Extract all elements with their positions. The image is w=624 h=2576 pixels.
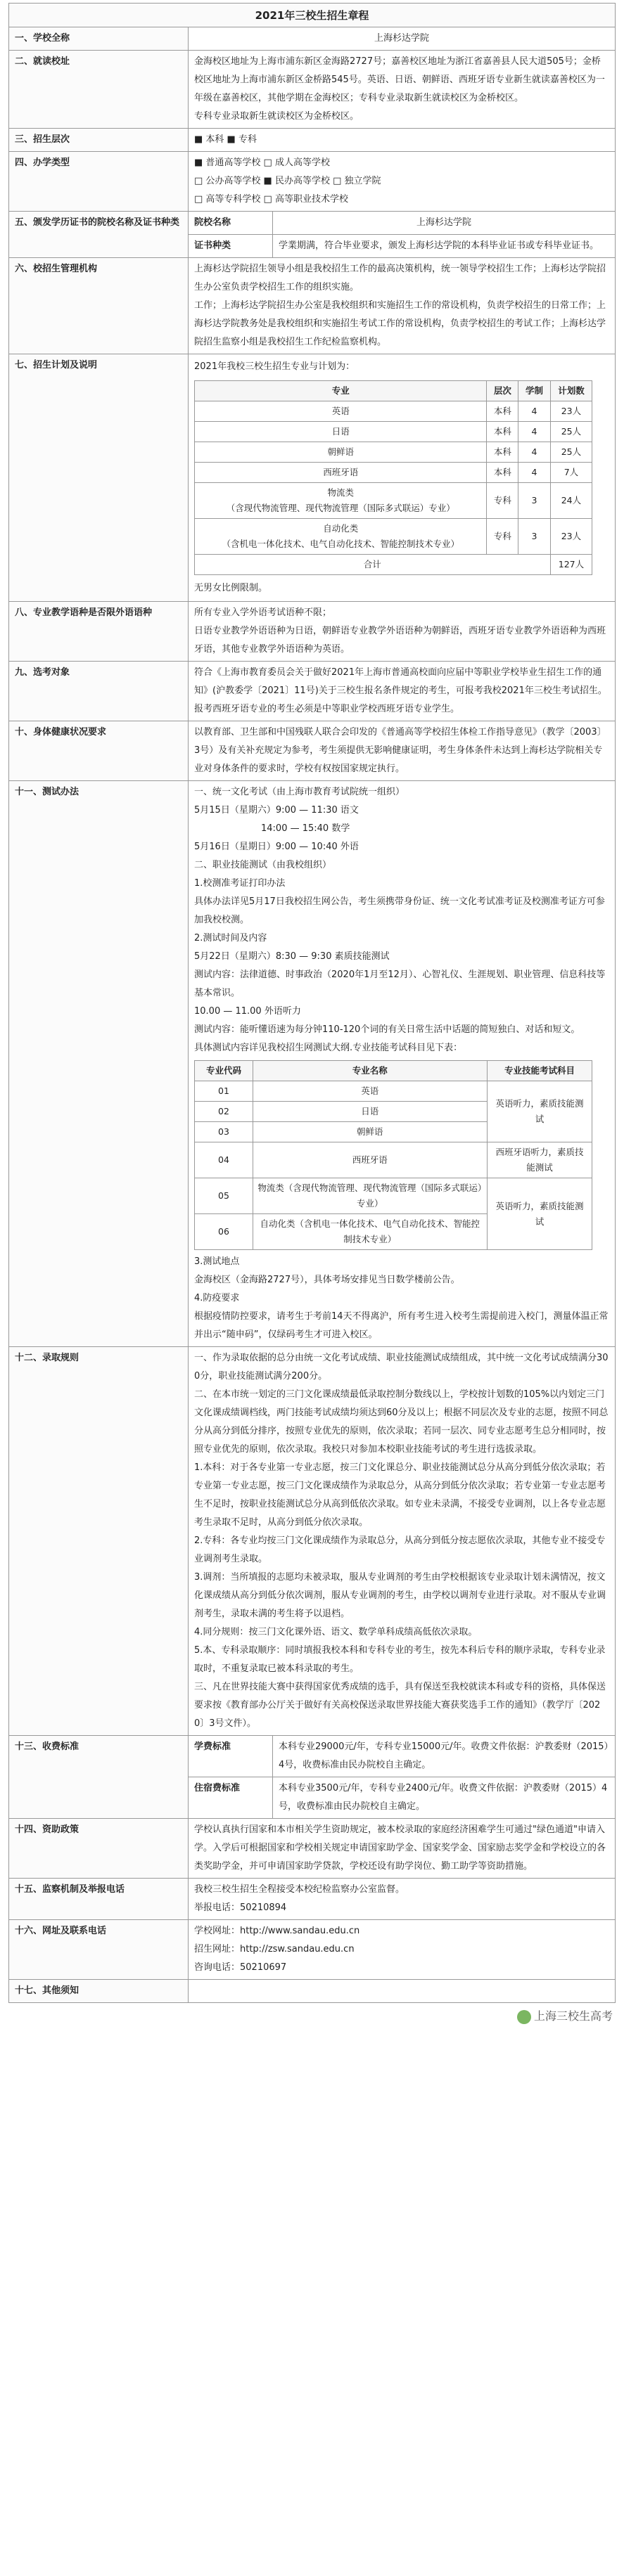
skill-code: 01 [195, 1081, 253, 1102]
skill-code: 04 [195, 1142, 253, 1178]
plan-count: 23人 [550, 519, 592, 555]
tuition-text: 本科专业29000元/年，专科专业15000元/年。收费文件依据：沪教委财（2015）4号，收费标准由民办院校自主确定。 [273, 1736, 616, 1777]
row-school-type [9, 152, 616, 212]
plan-caption: 2021年我校三校生招生专业与计划为： [194, 361, 355, 372]
plan-years: 4 [518, 463, 550, 483]
skill-code: 06 [195, 1214, 253, 1250]
admission-url[interactable]: 招生网址：http://zsw.sandau.edu.cn [194, 1944, 355, 1954]
testing-line: 具体办法详见5月17日我校招生网公告，考生须携带身份证、统一文化考试准考证及校测准考证方可参加我校校测。 [194, 896, 605, 925]
row-school-name [9, 27, 616, 51]
testing-line: 一、统一文化考试（由上海市教育考试院统一组织） [194, 787, 405, 797]
skill-major: 朝鲜语 [253, 1122, 488, 1142]
levels-value: ■ 本科 ■ 专科 [189, 129, 616, 152]
label-candidates: 九、选考对象 [9, 662, 189, 721]
skill-header: 专业代码 [195, 1061, 253, 1081]
row-campus [9, 51, 616, 129]
rule-line: 二、在本市统一划定的三门文化课成绩最低录取控制分数线以上，学校按计划数的105%以内划定三门文化课成绩调档线，两门技能考试成绩均须达到60分及以上；根据不同层次及专业的志愿，按照不同总分从高分到低分排序，按照专业优先的原则，依次录取；若同一层次、同专业志愿考生总分相同时，按照专业优先的原则，依次录取。我校只对参加本校职业技能考试的考生进行选拔录取。 [194, 1389, 609, 1455]
hotline: 咨询电话：50210697 [194, 1962, 287, 1973]
plan-row [195, 422, 592, 442]
language-line: 日语专业教学外语语种为日语，朝鲜语专业教学外语语种为朝鲜语，西班牙语专业教学外语语种为西班牙语，其他专业教学外语语种为英语。 [194, 626, 606, 655]
candidates-text: 符合《上海市教育委员会关于做好2021年上海市普通高校面向应届中等职业学校毕业生招生工作的通知》(沪教委学〔2021〕11号)关于三校生报名条件规定的考生，可报考我校2021年三校生考试招生。报考西班牙语专业的考生必须是中等职业学校西班牙语专业学生。 [189, 662, 616, 721]
campus-line: 专科专业录取新生就读校区为金桥校区。 [194, 111, 359, 122]
skill-code: 05 [195, 1178, 253, 1214]
school-type-text [189, 152, 616, 212]
row-financial-aid [9, 1819, 616, 1879]
row-contact [9, 1920, 616, 1980]
skill-row [195, 1081, 592, 1102]
plan-header: 计划数 [550, 381, 592, 401]
label-school-name: 一、学校全称 [9, 27, 189, 51]
rule-line: 4.同分规则：按三门文化课外语、语文、数学单科成绩高低依次录取。 [194, 1627, 478, 1637]
plan-header: 学制 [518, 381, 550, 401]
label-institution-name: 院校名称 [189, 212, 273, 235]
label-financial-aid: 十四、资助政策 [9, 1819, 189, 1879]
testing-line: 5月15日（星期六）9:00 — 11:30 语文 [194, 805, 359, 816]
health-text: 以教育部、卫生部和中国残联人联合会印发的《普通高等学校招生体检工作指导意见》（教学〔2003〕3号）及有关补充规定为参考，考生须提供无影响健康证明，考生身体条件未达到上海杉达学院相关专业对身体条件的要求时，学校有权按国家规定执行。 [189, 721, 616, 781]
row-health [9, 721, 616, 781]
testing-line: 5月22日（星期六）8:30 — 9:30 素质技能测试 [194, 951, 390, 962]
supervision-text [189, 1879, 616, 1920]
label-contact: 十六、网址及联系电话 [9, 1920, 189, 1980]
label-language: 八、专业教学语种是否限外语语种 [9, 602, 189, 662]
plan-major: 日语 [195, 422, 487, 442]
testing-line: 具体测试内容详见我校招生网测试大纲.专业技能考试科目见下表： [194, 1043, 463, 1053]
testing-after-line: 根据疫情防控要求，请考生于考前14天不得离沪，所有考生进入校考生需提前进入校门，测量体温正常并出示“随申码”，仅绿码考生才可进入校区。 [194, 1311, 609, 1340]
supervision-line: 我校三校生招生全程接受本校纪检监察办公室监督。 [194, 1884, 405, 1895]
school-type-line: ■ 普通高等学校 □ 成人高等学校 [194, 157, 330, 168]
watermark [8, 2003, 616, 2031]
plan-count: 25人 [550, 422, 592, 442]
testing-after-line: 金海校区（金海路2727号），具体考场安排见当日数学楼前公告。 [194, 1275, 460, 1285]
label-school-type: 四、办学类型 [9, 152, 189, 212]
skill-subject: 西班牙语听力，素质技能测试 [487, 1142, 592, 1178]
plan-count: 25人 [550, 442, 592, 463]
plan-level: 本科 [487, 442, 518, 463]
label-levels: 三、招生层次 [9, 129, 189, 152]
school-type-line: □ 公办高等学校 ■ 民办高等学校 □ 独立学院 [194, 176, 381, 186]
rule-line: 1.本科：对于各专业第一专业志愿，按三门文化课总分、职业技能测试总分从高分到低分依次录取；若专业第一专业志愿，按三门文化课成绩作为录取总分，从高分到低分依次录取；若专业第一专业志愿考生不足时，按职业技能测试总分从高到低依次录取。如专业未录满，不接受专业调剂，以上各专业志愿考生录取不足时，从高分到低分依次录取。 [194, 1462, 606, 1528]
skill-major: 自动化类（含机电一体化技术、电气自动化技术、智能控制技术专业） [253, 1214, 488, 1250]
testing-line: 5月16日（星期日）9:00 — 10:40 外语 [194, 842, 359, 852]
campus-line: 金海校区地址为上海市浦东新区金海路2727号；嘉善校区地址为浙江省嘉善县人民大道505号；金桥校区地址为上海市浦东新区金桥路545号。英语、日语、朝鲜语、西班牙语专业新生就读嘉善校区为一年级在嘉善校区，其他学期在金海校区；专科专业录取新生就读校区为金桥校区。 [194, 56, 605, 103]
label-campus: 二、就读校址 [9, 51, 189, 129]
testing-after-line: 4.防疫要求 [194, 1293, 240, 1303]
row-fee-tuition [9, 1736, 616, 1777]
rule-line: 3.调剂：当所填报的志愿均未被录取，服从专业调剂的考生由学校根据该专业录取计划未满情况，按文化课成绩从高分到低分依次调剂，服从专业调剂的考生，由学校以调剂专业进行录取。对不服从专业调剂考生，录取未满的考生将予以退档。 [194, 1572, 606, 1619]
plan-level: 本科 [487, 401, 518, 422]
label-supervision: 十五、监察机制及举报电话 [9, 1879, 189, 1920]
plan-years: 4 [518, 422, 550, 442]
testing-line: 14:00 — 15:40 数学 [261, 823, 350, 834]
plan-header: 专业 [195, 381, 487, 401]
plan-major: 物流类 （含现代物流管理、现代物流管理（国际多式联运）专业） [195, 483, 487, 519]
plan-major: 自动化类 （含机电一体化技术、电气自动化技术、智能控制技术专业） [195, 519, 487, 555]
school-url[interactable]: 学校网址：http://www.sandau.edu.cn [194, 1926, 360, 1936]
supervision-line: 举报电话：50210894 [194, 1902, 287, 1913]
skill-major: 物流类（含现代物流管理、现代物流管理（国际多式联运）专业） [253, 1178, 488, 1214]
financial-aid-text: 学校认真执行国家和本市相关学生资助规定，被本校录取的家庭经济困难学生可通过"绿色通道"申请入学。入学后可根据国家和学校相关规定申请国家助学金、国家奖学金、国家励志奖学金和学校设立的各类奖助学金，并可申请国家助学贷款，学校还设有助学岗位、勤工助学等资助措施。 [189, 1819, 616, 1879]
skill-code: 03 [195, 1122, 253, 1142]
testing-cell [189, 781, 616, 1347]
row-certificate-name [9, 212, 616, 235]
row-levels [9, 129, 616, 152]
label-other: 十七、其他须知 [9, 1980, 189, 2003]
admission-office-line: 上海杉达学院招生领导小组是我校招生工作的最高决策机构，统一领导学校招生工作；上海杉达学院招生办公室负责学校招生工作的组织实施。 [194, 264, 606, 292]
plan-level: 专科 [487, 483, 518, 519]
label-admission-office: 六、校招生管理机构 [9, 258, 189, 354]
language-line: 所有专业入学外语考试语种不限； [194, 607, 332, 618]
campus-text [189, 51, 616, 129]
plan-level: 本科 [487, 422, 518, 442]
row-supervision [9, 1879, 616, 1920]
skill-row [195, 1142, 592, 1178]
plan-count: 23人 [550, 401, 592, 422]
other-text [189, 1980, 616, 2003]
row-admission-rules [9, 1347, 616, 1736]
label-testing: 十一、测试办法 [9, 781, 189, 1347]
skill-header: 专业技能考试科目 [487, 1061, 592, 1081]
language-text [189, 602, 616, 662]
charter-table [8, 27, 616, 2003]
plan-total-value: 127人 [550, 555, 592, 575]
rule-line: 5.本、专科录取顺序：同时填报我校本科和专科专业的考生，按先本科后专科的顺序录取，专科专业录取时，不重复录取已被本科录取的考生。 [194, 1645, 606, 1674]
plan-count: 24人 [550, 483, 592, 519]
plan-major: 朝鲜语 [195, 442, 487, 463]
skill-subject: 英语听力，素质技能测试 [487, 1178, 592, 1250]
label-enrollment-plan: 七、招生计划及说明 [9, 354, 189, 602]
skill-header: 专业名称 [253, 1061, 488, 1081]
plan-row [195, 442, 592, 463]
school-type-line: □ 高等专科学校 □ 高等职业技术学校 [194, 194, 348, 205]
label-housing: 住宿费标准 [189, 1777, 273, 1819]
plan-row [195, 519, 592, 555]
label-health: 十、身体健康状况要求 [9, 721, 189, 781]
testing-line: 测试内容：能听懂语速为每分钟110-120个词的有关日常生活中话题的简短独白、对话和短文。 [194, 1024, 580, 1035]
doc-title: 2021年三校生招生章程 [8, 3, 616, 27]
housing-text: 本科专业3500元/年，专科专业2400元/年。收费文件依据：沪教委财（2015）4号，收费标准由民办院校自主确定。 [273, 1777, 616, 1819]
institution-name-value: 上海杉达学院 [273, 212, 616, 235]
row-testing [9, 781, 616, 1347]
plan-row [195, 463, 592, 483]
school-name-value: 上海杉达学院 [189, 27, 616, 51]
rule-line: 一、作为录取依据的总分由统一文化考试成绩、职业技能测试成绩组成，其中统一文化考试成绩满分300分，职业技能测试满分200分。 [194, 1353, 609, 1382]
plan-level: 专科 [487, 519, 518, 555]
skill-major: 英语 [253, 1081, 488, 1102]
testing-line: 1.校测准考证打印办法 [194, 878, 286, 889]
plan-years: 3 [518, 519, 550, 555]
row-language [9, 602, 616, 662]
plan-row [195, 483, 592, 519]
plan-total-label: 合计 [195, 555, 551, 575]
label-admission-rules: 十二、录取规则 [9, 1347, 189, 1736]
contact-text [189, 1920, 616, 1980]
plan-total-row [195, 555, 592, 575]
testing-line: 二、职业技能测试（由我校组织） [194, 860, 332, 870]
plan-years: 4 [518, 442, 550, 463]
label-certificate: 五、颁发学历证书的院校名称及证书种类 [9, 212, 189, 258]
plan-years: 4 [518, 401, 550, 422]
plan-note: 无男女比例限制。 [194, 583, 268, 593]
enrollment-plan-cell [189, 354, 616, 602]
testing-line: 2.测试时间及内容 [194, 933, 267, 944]
plan-years: 3 [518, 483, 550, 519]
admission-office-text [189, 258, 616, 354]
admission-rules-text [189, 1347, 616, 1736]
skill-subject: 英语听力，素质技能测试 [487, 1081, 592, 1142]
wechat-logo-icon [517, 2010, 531, 2024]
label-certificate-type: 证书种类 [189, 235, 273, 258]
row-admission-office [9, 258, 616, 354]
document [8, 0, 616, 2031]
testing-line: 测试内容：法律道德、时事政治（2020年1月至12月）、心智礼仪、生涯规划、职业管理、信息科技等基本常识。 [194, 970, 606, 998]
label-fees: 十三、收费标准 [9, 1736, 189, 1819]
row-other [9, 1980, 616, 2003]
testing-line: 10.00 — 11.00 外语听力 [194, 1006, 301, 1017]
skill-major: 西班牙语 [253, 1142, 488, 1178]
testing-after-line: 3.测试地点 [194, 1256, 240, 1267]
rule-line: 2.专科：各专业均按三门文化课成绩作为录取总分，从高分到低分按志愿依次录取，其他专业不接受专业调剂考生录取。 [194, 1535, 606, 1564]
label-tuition: 学费标准 [189, 1736, 273, 1777]
row-enrollment-plan [9, 354, 616, 602]
plan-header: 层次 [487, 381, 518, 401]
row-candidates [9, 662, 616, 721]
plan-count: 7人 [550, 463, 592, 483]
watermark-text: 上海三校生高考 [533, 2009, 613, 2023]
admission-office-line: 工作；上海杉达学院招生办公室是我校组织和实施招生工作的常设机构，负责学校招生的日常工作；上海杉达学院教务处是我校组织和实施招生考试工作的常设机构，负责学校招生的考试工作；上海杉达学院招生监察小组是我校招生工作纪检监察机构。 [194, 300, 606, 347]
skill-code: 02 [195, 1102, 253, 1122]
plan-table [194, 380, 592, 575]
plan-row [195, 401, 592, 422]
skill-row [195, 1178, 592, 1214]
plan-major: 英语 [195, 401, 487, 422]
skill-test-table [194, 1060, 592, 1250]
certificate-type-value: 学業期满，符合毕业要求，颁发上海杉达学院的本科毕业证书或专科毕业证书。 [273, 235, 616, 258]
skill-major: 日语 [253, 1102, 488, 1122]
rule-line: 三、凡在世界技能大赛中获得国家优秀成绩的选手，具有保送至我校就读本科或专科的资格，具体保送要求按《教育部办公厅关于做好有关高校保送录取世界技能大赛获奖选手工作的通知》（教学厅〔2020〕3号文件）。 [194, 1682, 606, 1729]
plan-major: 西班牙语 [195, 463, 487, 483]
plan-level: 本科 [487, 463, 518, 483]
